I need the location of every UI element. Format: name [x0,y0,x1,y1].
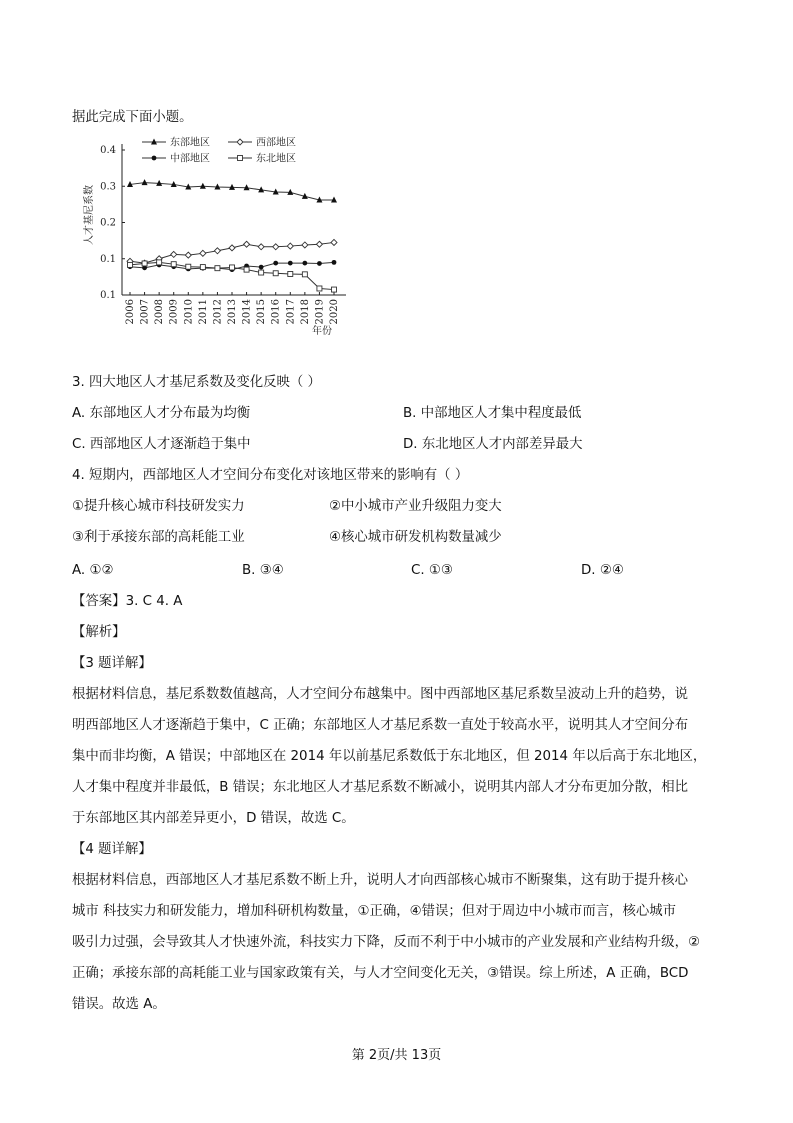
data-point [230,265,235,270]
answer-tag: 【答案】 [72,594,126,609]
y-tick-label: 0.1 [100,290,116,301]
y-axis-title: 人才基尼系数 [84,185,95,245]
data-point [273,261,278,266]
legend-marker [238,156,243,161]
detail-3-line: 集中而非均衡，A 错误；中部地区在 2014 年以前基尼系数低于东北地区，但 2014 年以后高于东北地区， [72,749,707,764]
answer-text: 3. C 4. A [125,594,183,609]
q4-statement-2: ②中小城市产业升级阻力变大 [329,499,502,514]
q3-option-b: B. 中部地区人才集中程度最低 [403,406,582,421]
q4-option-c: C. ①③ [411,563,453,578]
data-point [273,244,279,250]
page-footer: 第 2页/共 13页 [351,1048,442,1063]
series-1 [127,179,337,202]
detail-3-tag: 【3 题详解】 [72,656,152,671]
detail-4-line: 吸引力过强，会导致其人才快速外流，科技实力下降，反而不利于中小城市的产业发展和产业结构升级，② [72,935,700,950]
q3-option-d: D. 东北地区人才内部差异最大 [403,437,583,452]
x-tick-label: 2016 [270,299,282,325]
x-tick-label: 2014 [241,299,253,325]
data-point [186,264,191,269]
data-point [200,250,206,256]
data-point [332,287,337,292]
data-point [331,197,337,203]
analysis-tag: 【解析】 [72,625,126,640]
detail-3-line: 人才集中程度并非最低，B 错误；东北地区人才基尼系数不断减小，说明其内部人才分布更加分散，相比 [72,780,689,795]
detail-4-line: 错误。故选 A。 [72,997,166,1012]
y-axis-label [82,185,95,245]
y-tick-label: 0.3 [100,181,116,193]
q3-option-a: A. 东部地区人才分布最为均衡 [72,406,251,421]
data-point [288,261,293,266]
data-point [128,262,133,267]
data-point [331,239,337,245]
q3-option-c: C. 西部地区人才逐渐趋于集中 [72,437,251,452]
x-axis-title: 年份 [312,326,332,337]
x-tick-label: 2007 [139,299,151,325]
q4-statement-3: ③利于承接东部的高耗能工业 [72,530,245,545]
data-point [215,266,220,271]
q4-statement-1: ①提升核心城市科技研发实力 [72,499,245,514]
data-point [258,244,264,250]
legend-marker [152,156,157,161]
answer-line [72,594,182,610]
gini-line-chart [80,130,350,340]
data-point [157,260,162,265]
q4-stem: 4. 短期内，西部地区人才空间分布变化对该地区带来的影响有（ ） [72,468,469,483]
x-tick-label: 2020 [329,299,340,325]
x-tick-label: 2006 [125,299,136,325]
legend-label: 西部地区 [256,137,296,149]
detail-4-line: 城市 科技实力和研发能力，增加科研机构数量，①正确，④错误；但对于周边中小城市而言，核心城市 [72,904,677,919]
detail-3-line: 于东部地区其内部差异更小，D 错误，故选 C。 [72,811,355,826]
data-point [288,271,293,276]
data-point [244,267,249,272]
detail-4-line: 根据材料信息，西部地区人才基尼系数不断上升，说明人才向西部核心城市不断聚集，这有助于提升核心 [72,873,688,888]
intro-text: 据此完成下面小题。 [72,110,193,125]
detail-3-line: 根据材料信息，基尼系数数值越高，人才空间分布越集中。图中西部地区基尼系数呈波动上升的趋势，说 [72,687,688,702]
detail-4-tag: 【4 题详解】 [72,842,152,857]
data-point [317,286,322,291]
detail-3-line: 明西部地区人才逐渐趋于集中，C 正确；东部地区人才基尼系数一直处于较高水平，说明其人才空间分布 [72,718,689,733]
legend-label: 中部地区 [170,153,210,165]
x-tick-label: 2011 [197,299,209,325]
data-point [287,243,293,249]
y-tick-label: 0.4 [100,145,116,156]
data-point [332,260,337,265]
data-point [302,272,307,277]
data-point [229,245,235,251]
x-tick-label: 2012 [212,299,224,325]
q4-statement-4: ④核心城市研发机构数量减少 [329,530,502,545]
legend-marker [237,139,243,145]
data-point [302,242,308,248]
data-point [142,179,148,185]
data-point [302,261,307,266]
x-tick-label: 2019 [314,299,326,325]
data-point [214,248,220,254]
y-tick-label: 0.1 [100,253,116,265]
data-point [244,241,250,247]
x-tick-label: 2018 [299,299,311,325]
data-point [259,270,264,275]
x-tick-label: 2015 [256,299,268,325]
data-point [142,261,147,266]
data-point [200,183,206,189]
legend-label: 东北地区 [256,153,296,165]
x-tick-label: 2017 [285,299,297,325]
x-tick-label: 2010 [183,299,195,325]
data-point [185,252,191,258]
data-point [273,271,278,276]
q3-stem: 3. 四大地区人才基尼系数及变化反映（ ） [72,375,321,390]
data-point [259,265,264,270]
data-point [316,241,322,247]
detail-4-line: 正确；承接东部的高耗能工业与国家政策有关，与人才空间变化无关，③错误。综上所述，A 正确，BCD [72,966,689,981]
x-tick-label: 2008 [154,299,166,325]
q4-option-b: B. ③④ [242,563,284,578]
legend-label: 东部地区 [170,137,210,149]
data-point [200,265,205,270]
data-point [317,261,322,266]
data-point [171,251,177,257]
y-tick-label: 0.2 [100,217,116,229]
q4-option-d: D. ②④ [581,563,624,578]
x-tick-label: 2013 [227,299,238,325]
data-point [171,262,176,267]
x-tick-label: 2009 [168,299,180,325]
q4-option-a: A. ①② [72,563,114,578]
